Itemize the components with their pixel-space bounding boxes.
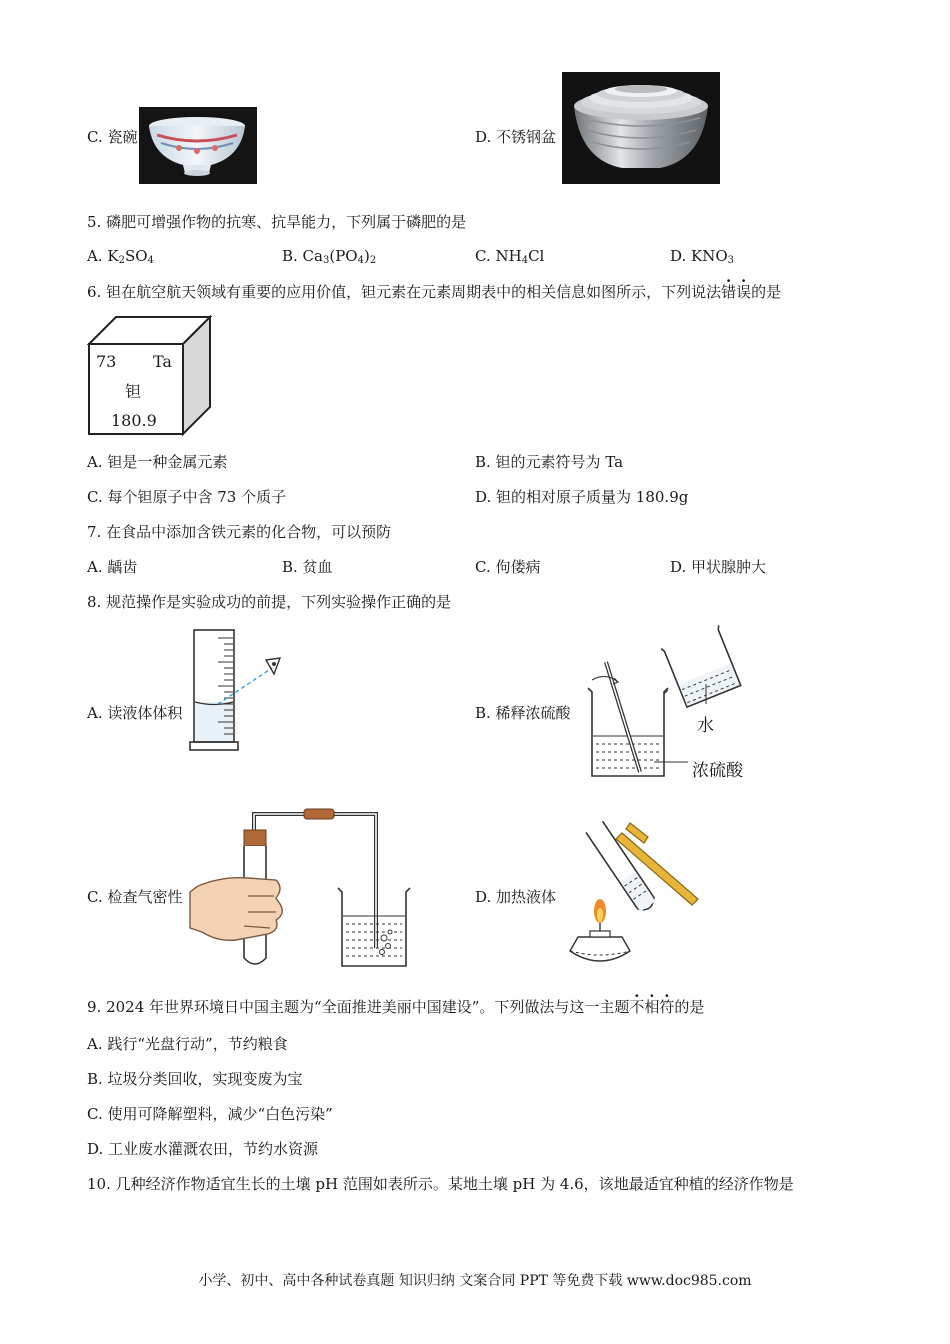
q9-option-a: A. 践行“光盘行动”，节约粮食: [87, 1035, 288, 1053]
q6-option-d: D. 钽的相对原子质量为 180.9g: [475, 488, 689, 506]
page-footer: 小学、初中、高中各种试卷真题 知识归纳 文案合同 PPT 等免费下载 www.doc985.com: [198, 1273, 752, 1289]
element-name: 钽: [125, 382, 142, 401]
q9-option-d: D. 工业废水灌溉农田，节约水资源: [87, 1140, 319, 1158]
q7-option-b: B. 贫血: [282, 558, 333, 576]
graduated-cylinder-reading-diagram: [188, 628, 288, 753]
q10-stem: 10. 几种经济作物适宜生长的土壤 pH 范围如表所示。某地土壤 pH 为 4.6，该地最适宜种植的经济作物是: [87, 1175, 794, 1193]
q6-option-a: A. 钽是一种金属元素: [87, 453, 228, 471]
porcelain-bowl-photo: [139, 107, 257, 184]
q5-option-d: D. $KNO_3$: [670, 247, 735, 266]
q8-option-b: B. 稀释浓硫酸: [475, 704, 571, 722]
element-atomic-mass: 180.9: [111, 411, 157, 430]
air-tightness-check-diagram: [188, 808, 413, 970]
water-label: 水: [697, 716, 714, 736]
q8-option-c: C. 检查气密性: [87, 888, 183, 906]
q5-stem: 5. 磷肥可增强作物的抗寒、抗旱能力，下列属于磷肥的是: [87, 213, 467, 231]
q8-option-a: A. 读液体体积: [87, 704, 183, 722]
q9-stem: 9. 2024 年世界环境日中国主题为“全面推进美丽中国建设”。下列做法与这一主题不相符的是: [87, 998, 705, 1016]
q5-option-c: C. $NH_4Cl$: [475, 247, 545, 266]
q6-option-c: C. 每个钽原子中含 73 个质子: [87, 488, 287, 506]
q7-option-c: C. 佝偻病: [475, 558, 541, 576]
emphasis-char: 相: [644, 998, 660, 1016]
q7-option-d: D. 甲状腺肿大: [670, 558, 767, 576]
emphasis-char: 符: [659, 998, 675, 1016]
element-tile: [87, 315, 213, 437]
element-atomic-number: 73: [96, 352, 117, 371]
stainless-steel-basin-photo: [562, 72, 720, 184]
q4-option-d-label: D. 不锈钢盆: [475, 128, 557, 146]
q5-option-b: B. $Ca_3(PO_4)_2$: [282, 247, 377, 266]
q7-option-a: A. 龋齿: [87, 558, 138, 576]
q6-stem: 6. 钽在航空航天领域有重要的应用价值，钽元素在元素周期表中的相关信息如图所示，下列说法错误的是: [87, 283, 782, 301]
q8-option-d: D. 加热液体: [475, 888, 557, 906]
q4-option-c-label: C. 瓷碗: [87, 128, 138, 146]
emphasis-char: 错: [721, 283, 737, 301]
concentrated-acid-label: 浓硫酸: [692, 761, 743, 781]
q5-option-a: A. $K_2SO_4$: [87, 247, 154, 266]
emphasis-char: 不: [629, 998, 645, 1016]
emphasis-char: 误: [736, 283, 752, 301]
q8-stem: 8. 规范操作是实验成功的前提，下列实验操作正确的是: [87, 593, 452, 611]
q9-option-b: B. 垃圾分类回收，实现变废为宝: [87, 1070, 303, 1088]
q6-option-b: B. 钽的元素符号为 Ta: [475, 453, 624, 471]
q9-option-c: C. 使用可降解塑料，减少“白色污染”: [87, 1105, 333, 1123]
q7-stem: 7. 在食品中添加含铁元素的化合物，可以预防: [87, 523, 392, 541]
element-symbol: Ta: [153, 352, 172, 371]
heating-liquid-diagram: [560, 815, 705, 973]
